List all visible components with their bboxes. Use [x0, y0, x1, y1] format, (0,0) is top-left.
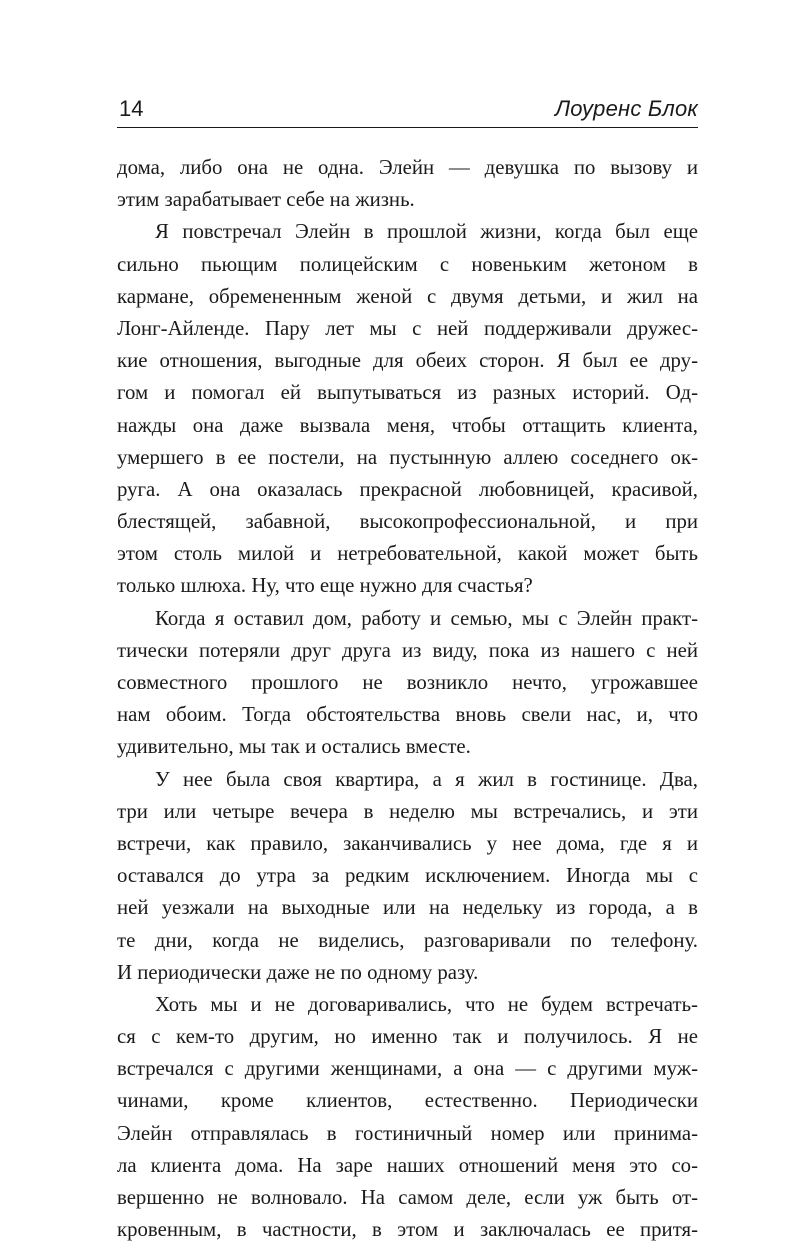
text-line: Я повстречал Элейн в прошлой жизни, когда был еще — [155, 220, 698, 244]
text-line: удивительно, мы так и остались вместе. — [117, 735, 471, 759]
text-line: кровенным, в частности, в этом и заключалась ее притя- — [117, 1218, 698, 1242]
text-line: ся с кем-то другим, но именно так и получилось. Я не — [117, 1025, 698, 1049]
text-line: Когда я оставил дом, работу и семью, мы с Элейн практ- — [155, 606, 698, 630]
running-head-author: Лоуренс Блок — [554, 96, 698, 121]
text-line: совместного прошлого не возникло нечто, угрожавшее — [117, 671, 698, 694]
text-line: кие отношения, выгодные для обеих сторон. Я был ее дру- — [117, 349, 698, 373]
text-line: этом столь милой и нетребовательной, какой может быть — [117, 542, 698, 566]
text-line: вершенно не волновало. На самом деле, если уж быть от- — [117, 1186, 698, 1209]
text-line: гом и помогал ей выпутываться из разных историй. Од- — [117, 381, 698, 405]
text-line: тически потеряли друг друга из виду, пока из нашего с ней — [117, 638, 698, 662]
text-line: У нее была своя квартира, а я жил в гостинице. Два, — [155, 767, 698, 791]
text-line: три или четыре вечера в неделю мы встречались, и эти — [117, 799, 698, 823]
paragraph — [117, 603, 698, 764]
text-line: встречался с другими женщинами, а она — с другими муж- — [117, 1057, 698, 1081]
text-line: нам обоим. Тогда обстоятельства вновь свели нас, и, что — [117, 703, 698, 727]
text-line: руга. А она оказалась прекрасной любовницей, красивой, — [117, 477, 698, 501]
text-line: дома, либо она не одна. Элейн — девушка по вызову и — [117, 156, 698, 179]
text-line: блестящей, забавной, высокопрофессиональной, и при — [117, 510, 698, 534]
text-line: Лонг-Айленде. Пару лет мы с ней поддерживали дружес- — [117, 316, 698, 340]
paragraph — [117, 989, 698, 1246]
text-line: И периодически даже не по одному разу. — [117, 960, 479, 984]
text-line: умершего в ее постели, на пустынную аллею соседнего ок- — [117, 445, 698, 469]
text-line: оставался до утра за редким исключением. Иногда мы с — [117, 864, 698, 888]
paragraph — [117, 152, 698, 216]
text-line: ла клиента дома. На заре наших отношений меня это со- — [117, 1153, 698, 1177]
text-line: ней уезжали на выходные или на недельку из города, а в — [117, 896, 698, 920]
text-line: только шлюха. Ну, что еще нужно для счастья? — [117, 574, 533, 598]
paragraph — [117, 764, 698, 989]
text-line: чинами, кроме клиентов, естественно. Периодически — [117, 1089, 698, 1113]
text-line: Хоть мы и не договаривались, что не будем встречать- — [155, 992, 698, 1016]
text-line: сильно пьющим полицейским с новеньким жетоном в — [117, 252, 698, 276]
text-line: те дни, когда не виделись, разговаривали по телефону. — [117, 928, 698, 952]
page-header — [117, 96, 698, 128]
body-text — [117, 152, 698, 1246]
text-line: нажды она даже вызвала меня, чтобы оттащить клиента, — [117, 413, 698, 437]
text-line: встречи, как правило, заканчивались у нее дома, где я и — [117, 831, 698, 855]
page-number: 14 — [119, 96, 144, 121]
text-line: этим зарабатывает себе на жизнь. — [117, 188, 415, 212]
text-line: кармане, обремененным женой с двумя детьми, и жил на — [117, 284, 698, 308]
paragraph — [117, 216, 698, 602]
text-line: Элейн отправлялась в гостиничный номер или принима- — [117, 1121, 698, 1145]
